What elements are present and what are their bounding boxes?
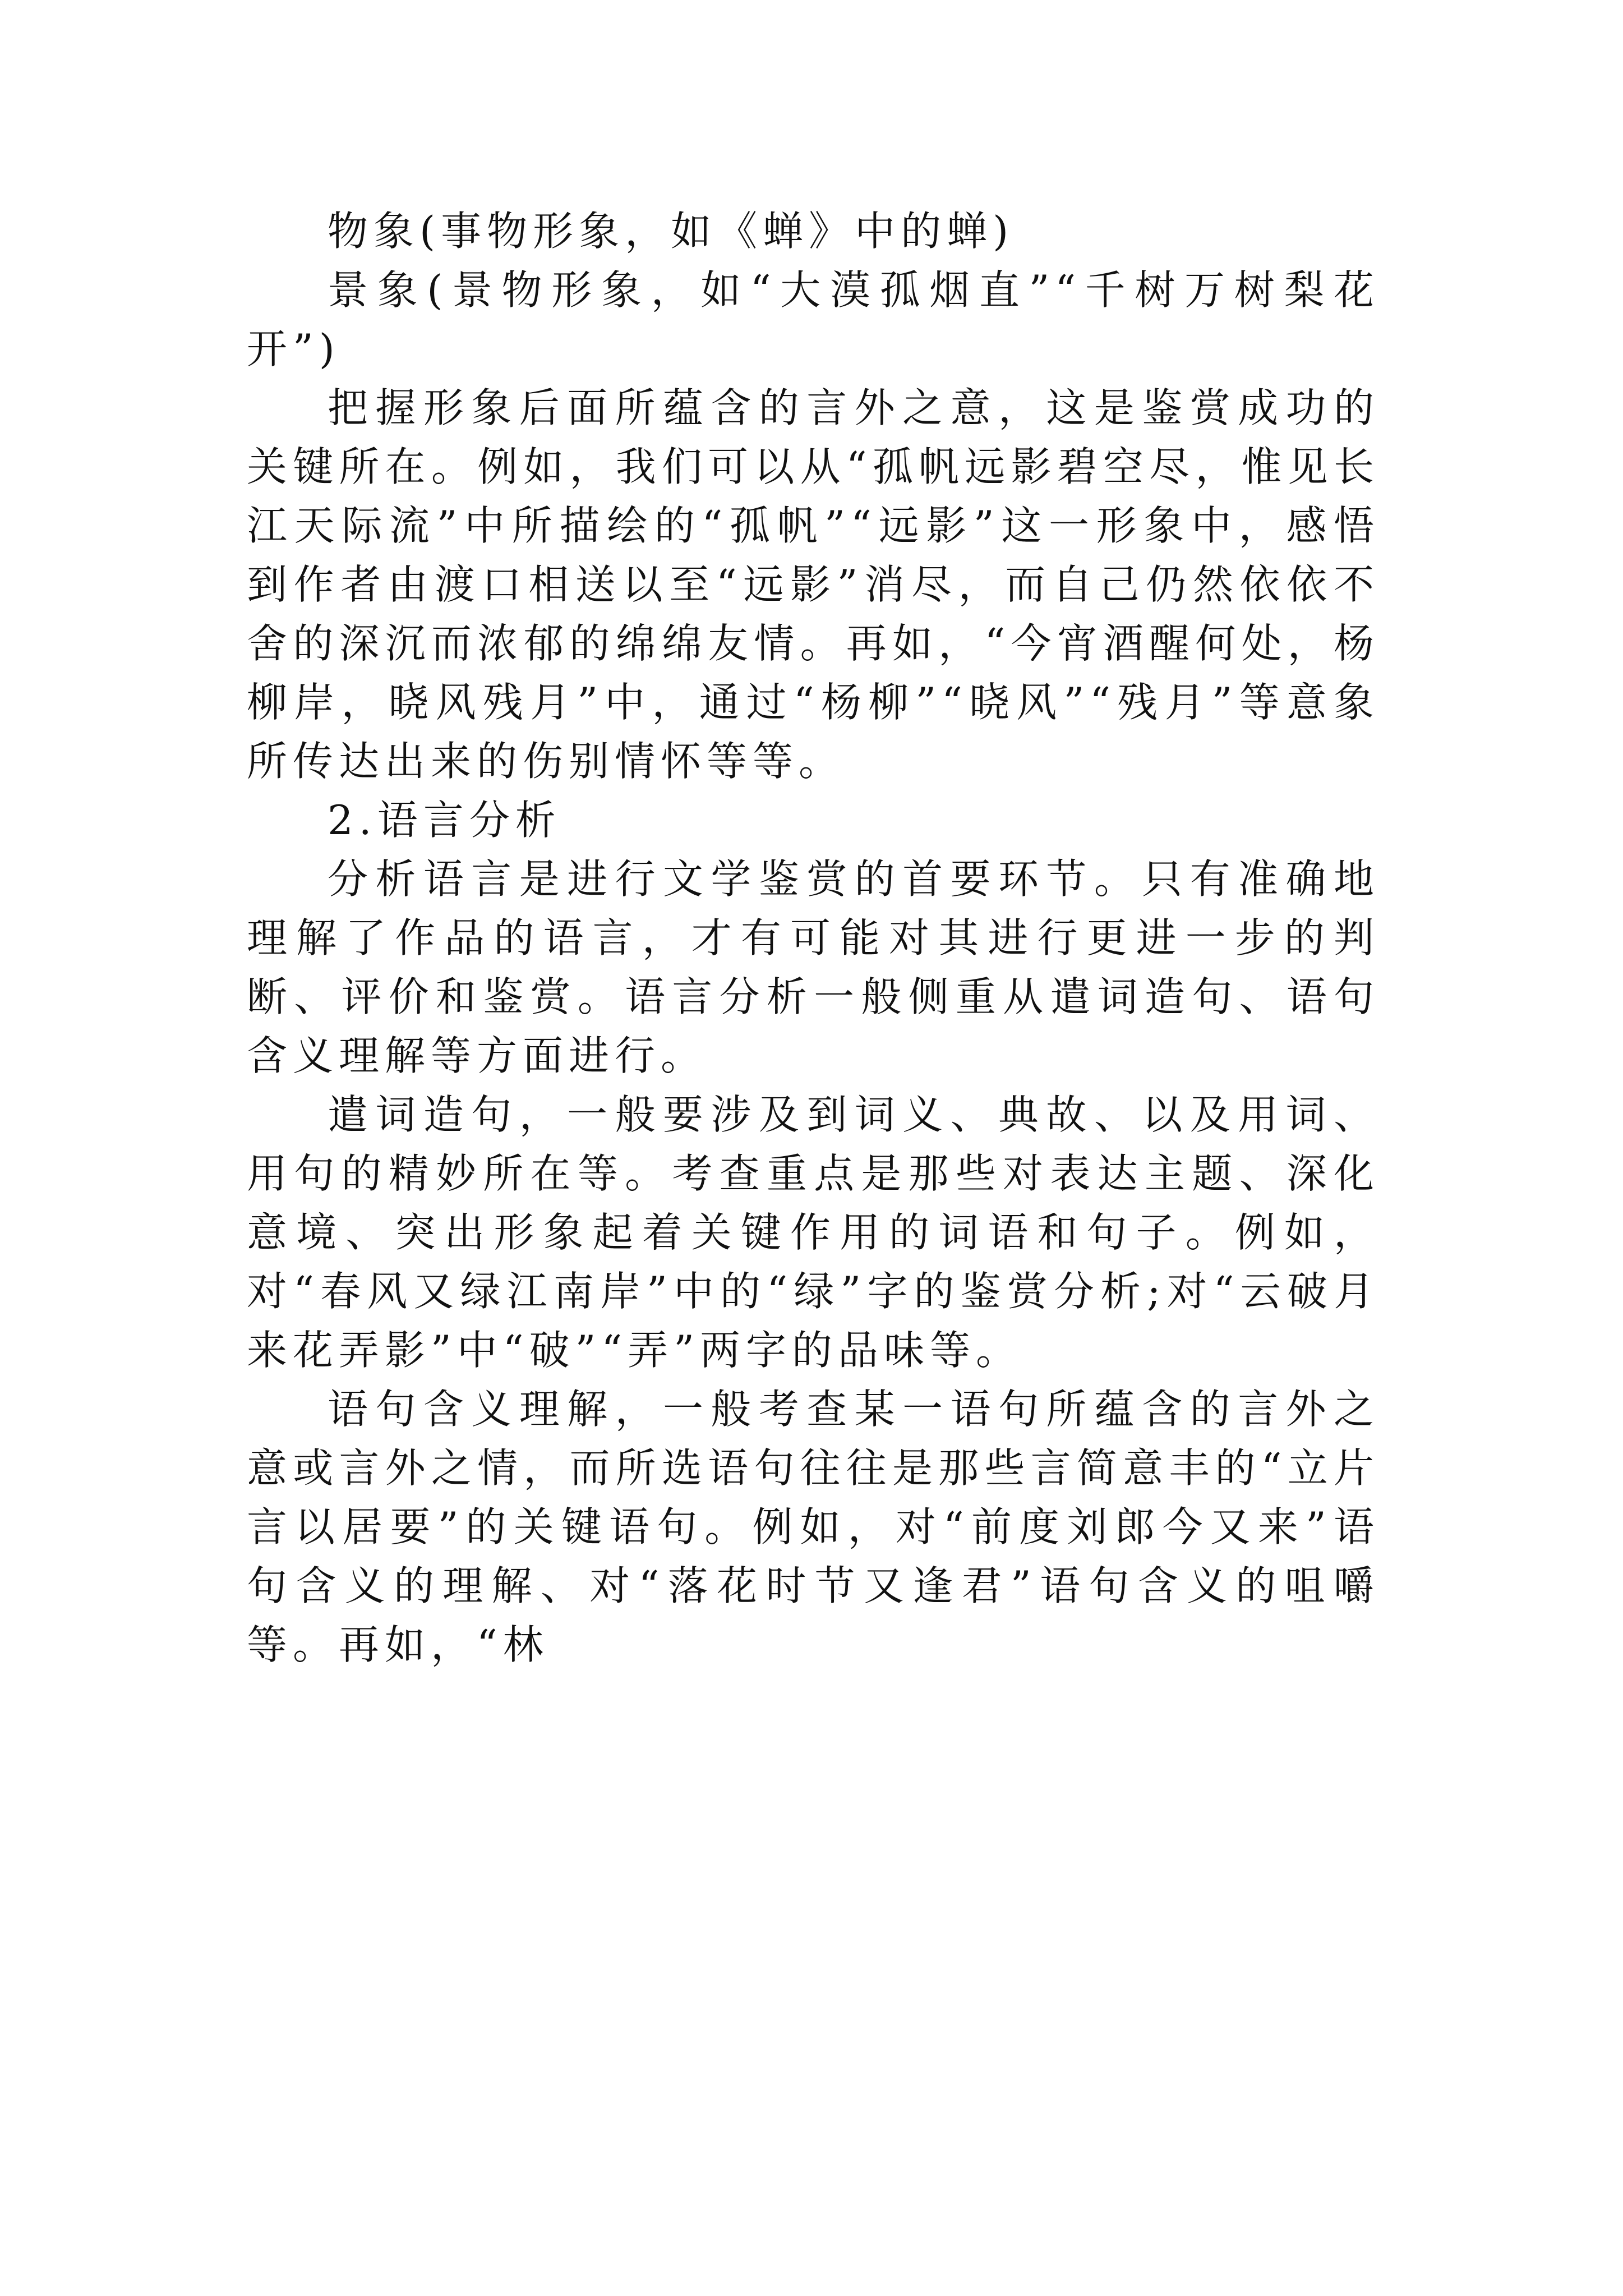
paragraph-object-image: 物象(事物形象，如《蝉》中的蝉) [328,208,1015,255]
paragraph-language-analysis: 分析语言是进行文学鉴赏的首要环节。只有准确地理解了作品的语言，才有可能对其进行更进一步的判断、评价和鉴赏。语言分析一般侧重从遣词造句、语句含义理解等方面进行。 [247,855,1380,1079]
paragraph-implied-meaning: 把握形象后面所蕴含的言外之意，这是鉴赏成功的关键所在。例如，我们可以从“孤帆远影碧空尽，惟见长江天际流”中所描绘的“孤帆”“远影”这一形象中，感悟到作者由渡口相送以至“远影”消尽，而自己仍然依依不舍的深沉而浓郁的绵绵友情。再如，“今宵酒醒何处，杨柳岸，晓风残月”中，通过“杨柳”“晓风”“残月”等意象所传达出来的伤别情怀等等。 [247,384,1380,785]
section-heading-language-analysis: 2.语言分析 [328,797,561,844]
paragraph-word-choice: 遣词造句，一般要涉及到词义、典故、以及用词、用句的精妙所在等。考查重点是那些对表达主题、深化意境、突出形象起着关键作用的词语和句子。例如，对“春风又绿江南岸”中的“绿”字的鉴赏分析;对“云破月来花弄影”中“破”“弄”两字的品味等。 [247,1091,1380,1374]
body-text [247,202,1380,1674]
paragraph-scenery-image: 景象(景物形象，如“大漠孤烟直”“千树万树梨花开”) [247,266,1380,372]
paragraph-sentence-meaning: 语句含义理解，一般考查某一语句所蕴含的言外之意或言外之情，而所选语句往往是那些言简意丰的“立片言以居要”的关键语句。例如，对“前度刘郎今又来”语句含义的理解、对“落花时节又逢君”语句含义的咀嚼等。再如，“林 [247,1386,1380,1668]
